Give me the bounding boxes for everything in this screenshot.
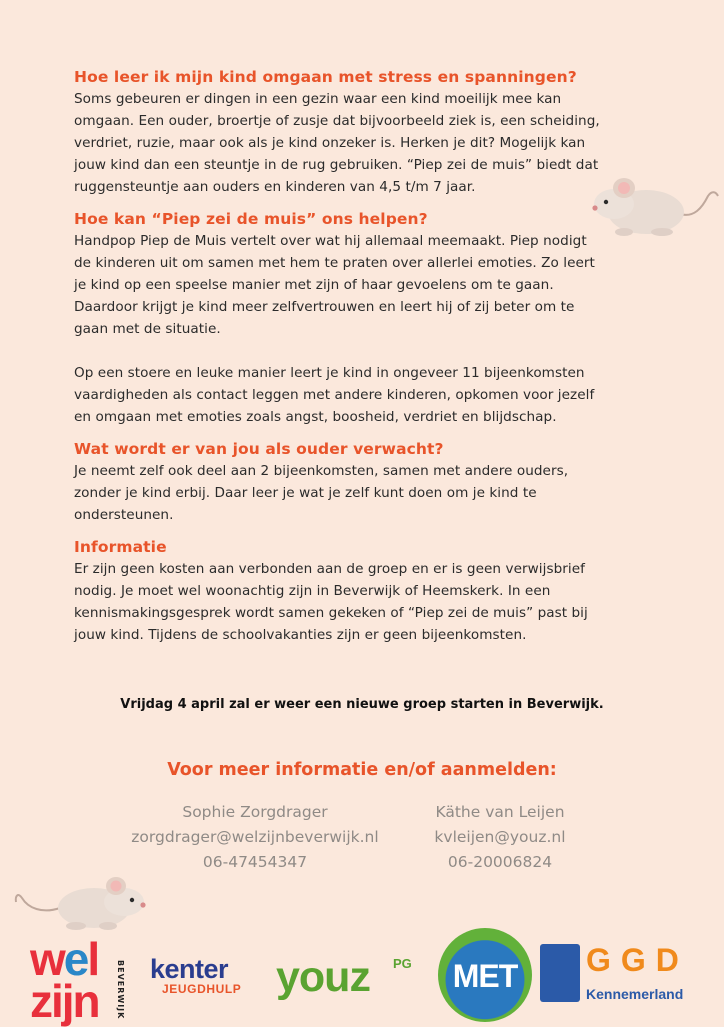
ggd-emblem-icon	[540, 944, 580, 1002]
contact-card	[110, 800, 400, 875]
mouse-illustration	[584, 174, 720, 240]
section-body-2: Op een stoere en leuke manier leert je kind in ongeveer 11 bijeenkomsten vaardigheden als contact leggen met andere kinderen, opkomen voor jezelf en omgaan met emoties zoals angst, boosheid, verdriet en blijdschap.	[74, 365, 595, 425]
section-parent	[74, 438, 654, 526]
section-body: Handpop Piep de Muis vertelt over wat hij allemaal meemaakt. Piep nodigt de kinderen uit om samen met hem te praten over allerlei emoties. Zo leert je kind op een speelse manier met zijn of haar gevoelens om te gaan. Daardoor krijgt je kind meer zelfvertrouwen en leert hij of zij beter om te gaan met de situatie.	[74, 233, 595, 337]
contact-card	[410, 800, 590, 875]
section-heading: Wat wordt er van jou als ouder verwacht?	[74, 440, 444, 458]
section-heading: Hoe leer ik mijn kind omgaan met stress en spanningen?	[74, 68, 577, 86]
section-info	[74, 536, 654, 646]
partner-logos	[0, 920, 724, 1027]
section-body: Soms gebeuren er dingen in een gezin waar een kind moeilijk mee kan omgaan. Een ouder, broertje of zusje dat bijvoorbeeld ziek is, een scheiding, verdriet, ruzie, maar ook als je kind onzeker is. Herken je dit? Mogelijk kan jouw kind dan een steuntje in de rug gebruiken. “Piep zei de muis” biedt dat ruggensteuntje aan ouders en kinderen van 4,5 t/m 7 jaar.	[74, 91, 600, 195]
contact-phone[interactable]: 06-20006824	[447, 853, 553, 871]
contact-name: Käthe van Leijen	[435, 803, 565, 821]
section-stress	[74, 66, 654, 198]
section-body: Je neemt zelf ook deel aan 2 bijeenkomsten, samen met andere ouders, zonder je kind erbij. Daar leer je wat je zelf kunt doen om je kind te ondersteunen.	[74, 463, 569, 523]
section-heading: Informatie	[74, 538, 167, 556]
met-logo: MET	[438, 928, 532, 1022]
announcement: Vrijdag 4 april zal er weer een nieuwe groep starten in Beverwijk.	[120, 697, 604, 712]
contact-name: Sophie Zorgdrager	[182, 803, 328, 821]
contact-phone[interactable]: 06-47454347	[202, 853, 308, 871]
main-content	[74, 66, 654, 646]
section-help	[74, 208, 654, 428]
kenter-logo: kenter JEUGDHULP	[150, 954, 242, 996]
youz-logo: youz PG	[276, 953, 412, 1001]
contact-email[interactable]: kvleijen@youz.nl	[434, 828, 566, 846]
ggd-logo: GGD Kennemerland	[540, 944, 720, 1010]
contact-email[interactable]: zorgdrager@welzijnbeverwijk.nl	[131, 828, 379, 846]
section-heading: Hoe kan “Piep zei de muis” ons helpen?	[74, 210, 428, 228]
cta-heading: Voor meer informatie en/of aanmelden:	[167, 760, 557, 780]
welzijn-logo: wel zijn BEVERWIJK	[30, 933, 125, 1027]
section-body: Er zijn geen kosten aan verbonden aan de groep en er is geen verwijsbrief nodig. Je moet wel woonachtig zijn in Beverwijk of Heemskerk. In een kennismakingsgesprek wordt samen gekeken of “Piep zei de muis” past bij jouw kind. Tijdens de schoolvakanties zijn er geen bijeenkomsten.	[74, 561, 588, 643]
